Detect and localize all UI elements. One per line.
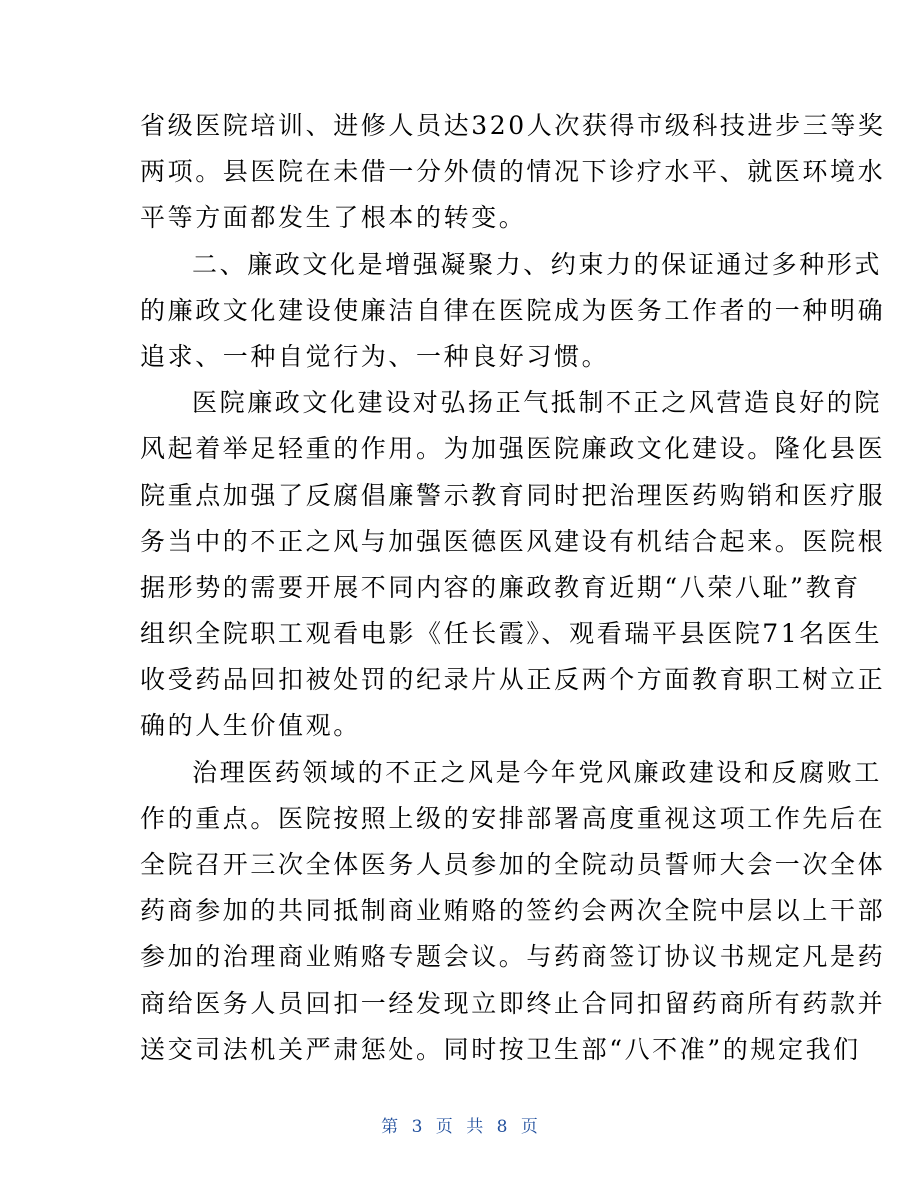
text-line: 的廉政文化建设使廉洁自律在医院成为医务工作者的一种明确 (140, 295, 886, 325)
paragraph (140, 750, 886, 1073)
text-line: 平等方面都发生了根本的转变。 (140, 203, 527, 233)
paragraph (140, 103, 886, 242)
text-line: 商给医务人员回扣一经发现立即终止合同扣留药商所有药款并 (140, 988, 886, 1018)
text-line: 据形势的需要开展不同内容的廉政教育近期“八荣八耻”教育 (140, 572, 861, 602)
text-line: 作的重点。医院按照上级的安排部署高度重视这项工作先后在 (140, 803, 886, 833)
footer-total-word: 共 (466, 1117, 485, 1137)
text-line: 二、廉政文化是增强凝聚力、约束力的保证通过多种形式 (192, 249, 883, 279)
document-body (140, 103, 886, 1073)
text-line: 参加的治理商业贿赂专题会议。与药商签订协议书规定凡是药 (140, 942, 886, 972)
page-number-footer (0, 1112, 920, 1137)
text-line: 两项。县医院在未借一分外债的情况下诊疗水平、就医环境水 (140, 157, 886, 187)
paragraph (140, 380, 886, 750)
text-line: 务当中的不正之风与加强医德医风建设有机结合起来。医院根 (140, 526, 886, 556)
text-line: 收受药品回扣被处罚的纪录片从正反两个方面教育职工树立正 (140, 665, 886, 695)
footer-prefix: 第 (381, 1117, 400, 1137)
text-line: 药商参加的共同抵制商业贿赂的签约会两次全院中层以上干部 (140, 896, 886, 926)
text-line: 治理医药领域的不正之风是今年党风廉政建设和反腐败工 (192, 757, 883, 787)
text-line: 组织全院职工观看电影《任长霞》、观看瑞平县医院71名医生 (140, 619, 883, 649)
total-page-number: 8 (496, 1117, 509, 1137)
text-line: 风起着举足轻重的作用。为加强医院廉政文化建设。隆化县医 (140, 434, 886, 464)
text-line: 院重点加强了反腐倡廉警示教育同时把治理医药购销和医疗服 (140, 480, 886, 510)
text-line: 确的人生价值观。 (140, 711, 361, 741)
text-line: 省级医院培训、进修人员达320人次获得市级科技进步三等奖 (140, 111, 886, 140)
current-page-number: 3 (411, 1117, 424, 1137)
text-line: 追求、一种自觉行为、一种良好习惯。 (140, 341, 610, 371)
footer-suffix: 页 (520, 1117, 539, 1137)
footer-page-word: 页 (435, 1117, 454, 1137)
text-line: 医院廉政文化建设对弘扬正气抵制不正之风营造良好的院 (192, 388, 883, 418)
paragraph (140, 242, 886, 381)
text-line: 送交司法机关严肃惩处。同时按卫生部“八不准”的规定我们 (140, 1034, 861, 1064)
text-line: 全院召开三次全体医务人员参加的全院动员誓师大会一次全体 (140, 850, 886, 879)
